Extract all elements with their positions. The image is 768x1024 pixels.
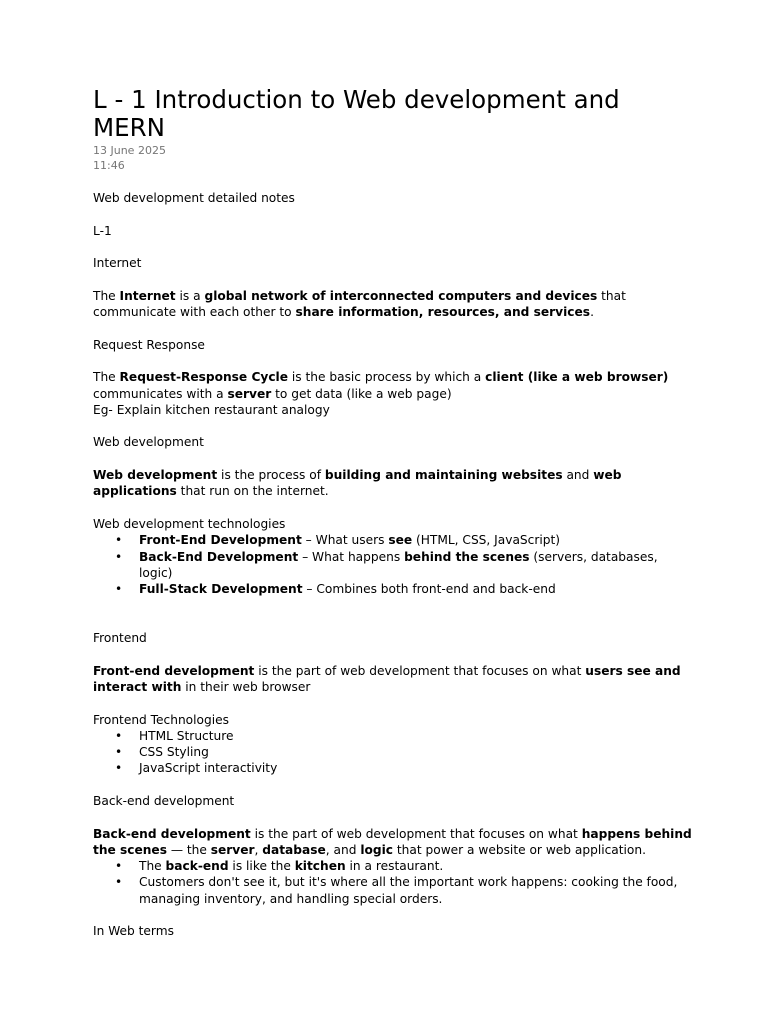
internet-heading: Internet [93,256,142,271]
list-item: • Customers don't see it, but it's where all the important work happens: cooking the food, managing inventory, and handling special orders. [115,875,678,906]
bullet-icon: • [115,728,123,743]
note-time: 11:46 [93,159,125,172]
bullet-icon: • [115,582,123,597]
web-dev-heading: Web development [93,435,204,450]
page-title: L - 1 Introduction to Web development and MERN [93,85,620,142]
list-item: • The back-end is like the kitchen in a restaurant. [115,859,444,874]
backend-paragraph: Back-end development is the part of web development that focuses on what happens behind the scenes — the server, database, and logic that power a website or web application. [93,826,692,857]
bullet-icon: • [115,533,123,548]
bullet-icon: • [115,761,123,776]
lecture-label: L-1 [93,223,112,238]
note-date: 13 June 2025 [93,144,166,157]
backend-list [93,858,693,907]
frontend-tech-heading: Frontend Technologies [93,712,229,727]
list-item: • Front-End Development – What users see (HTML, CSS, JavaScript) [115,533,561,548]
note-body [93,190,693,940]
frontend-paragraph: Front-end development is the part of web development that focuses on what users see and interact with in their web browser [93,663,681,694]
frontend-tech-list [93,728,693,777]
note-page [93,86,693,940]
request-response-example: Eg- Explain kitchen restaurant analogy [93,402,330,417]
bullet-icon: • [115,875,123,890]
list-item: • JavaScript interactivity [115,761,278,776]
technologies-heading: Web development technologies [93,516,286,531]
intro-text: Web development detailed notes [93,191,295,205]
web-dev-paragraph: Web development is the process of building and maintaining websites and web applications that run on the internet. [93,468,622,499]
bullet-icon: • [115,549,123,564]
bullet-icon: • [115,859,123,874]
list-item: • CSS Styling [115,745,209,760]
web-terms-heading: In Web terms [93,924,174,939]
internet-paragraph: The Internet is a global network of interconnected computers and devices that communicate with each other to share information, resources, and services. [93,288,626,320]
bullet-icon: • [115,745,123,760]
backend-heading: Back-end development [93,793,235,808]
list-item: • Back-End Development – What happens behind the scenes (servers, databases, logic) [115,549,658,580]
technologies-list [93,532,693,597]
frontend-heading: Frontend [93,631,147,646]
request-response-paragraph: The Request-Response Cycle is the basic process by which a client (like a web browser) communicates with a server to get data (like a web page) [93,370,669,401]
list-item: • HTML Structure [115,728,234,743]
list-item: • Full-Stack Development – Combines both front-end and back-end [115,582,556,597]
request-response-heading: Request Response [93,337,205,352]
